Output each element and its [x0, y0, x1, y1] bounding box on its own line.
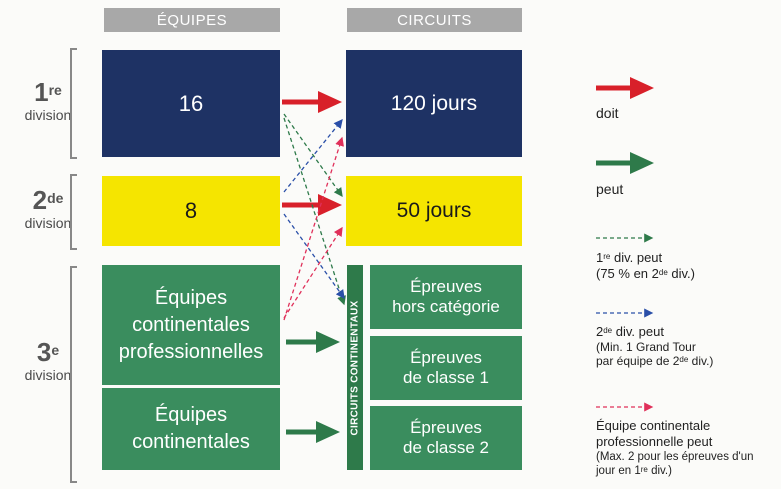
division-2-label: 2de division	[24, 185, 72, 231]
div1-must-arrow	[282, 91, 342, 113]
continental-teams-box: Équipes continentales	[102, 388, 280, 470]
division-1-label: 1re division	[24, 77, 72, 123]
class-2-box: Épreuves de classe 2	[370, 406, 522, 470]
teams-header: ÉQUIPES	[104, 8, 280, 32]
legend-can-arrow-icon	[596, 152, 654, 174]
circuits-header: CIRCUITS	[347, 8, 522, 32]
class-1-box: Épreuves de classe 1	[370, 336, 522, 400]
legend-can-label: peut	[596, 181, 624, 197]
legend-pro-label: Équipe continentale professionnelle peut (Max. 2 pour les épreuves d'un jour en 1re div.)	[596, 418, 754, 477]
div2-teams-box: 8	[102, 176, 280, 246]
legend-must-arrow-icon	[596, 77, 654, 99]
div2-circuit-box: 50 jours	[346, 176, 522, 246]
div1-to-continental-dashed	[284, 118, 344, 304]
pro-to-div1-dashed	[284, 138, 342, 320]
legend-must-label: doit	[596, 105, 619, 121]
hors-categorie-box: Épreuves hors catégorie	[370, 265, 522, 329]
legend-div2-label: 2de div. peut (Min. 1 Grand Tour par équipe de 2de div.)	[596, 324, 714, 368]
pro-to-div2-dashed	[284, 228, 342, 318]
continental-can-arrow	[286, 421, 340, 443]
pro-continental-can-arrow	[286, 331, 340, 353]
division-3-label: 3e division	[24, 337, 72, 383]
pro-continental-teams-box: Équipes continentales professionnelles	[102, 265, 280, 385]
div1-to-div2-dashed	[284, 114, 342, 196]
div1-circuit-box: 120 jours	[346, 50, 522, 157]
legend-div1-label: 1re div. peut (75 % en 2de div.)	[596, 250, 695, 281]
continental-circuits-vertical-label: CIRCUITS CONTINENTAUX	[347, 265, 363, 470]
div1-teams-box: 16	[102, 50, 280, 157]
